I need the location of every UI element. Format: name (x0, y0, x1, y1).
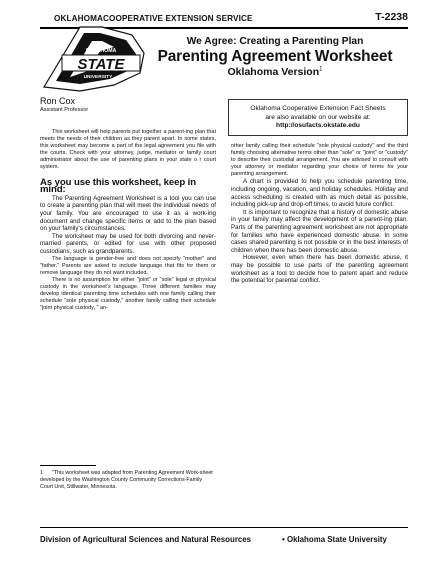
version-footnote-mark: 1 (319, 66, 323, 73)
author-block (40, 96, 88, 113)
extension-service-label: OKLAHOMACOOPERATIVE EXTENSION SERVICE (54, 14, 253, 23)
title-block (150, 36, 400, 78)
version-label (150, 66, 400, 78)
left-paragraph-1: The Parenting Agreement Worksheet is a tool you can use to create a parenting plan that will meet the individual needs of your family. You are encouraged to use it as a work-ing document and change specific items or add to the plan based on your family's circumstances. (40, 194, 216, 233)
section-heading: As you use this worksheet, keep in mind: (40, 176, 197, 195)
logo-word-main: STATE (77, 56, 125, 73)
logo-word-bottom: UNIVERSITY (83, 75, 113, 80)
right-column (231, 143, 408, 285)
footnote-number: 1 (40, 470, 43, 476)
footnote-rule (40, 465, 96, 466)
right-paragraph-2: A chart is provided to help you schedule parenting time, including ongoing, vacation, and holiday schedules. Holiday and access scheduling is created with as much detail as possible, including pick-up and drop-off times, to avoid future conflict. (231, 178, 408, 209)
footer-rule (40, 527, 408, 528)
logo-word-top: OKLAHOMA (85, 48, 117, 54)
factbox-url-link[interactable]: http://osufacts.okstate.edu (276, 122, 360, 130)
factbox-line1: Oklahoma Cooperative Extension Fact Sheets (250, 105, 386, 112)
right-paragraph-1: other family calling their schedule "sole physical custody" and the third family choosing alternative terms other than "sole" or "joint" or "custody" to describe their custodial arrangement. You are advised to consult with your attorney or mediator regarding your choice of terms for your parenting arrangement. (231, 143, 408, 178)
left-paragraph-4: There is no assumption for either "joint" or "sole" legal or physical custody in the worksheet's language. Three different families may develop identical parenting time schedules with one family calling their schedule "sole physical custody," another family calling their schedule "joint physical custody, " an- (40, 276, 216, 312)
author-role: Assistant Professor (40, 107, 89, 113)
fact-sheet-box (228, 99, 408, 136)
intro-paragraph: This worksheet will help parents put together a parent-ing plan that meets the needs of their children as they parent apart. In some states, this worksheet may become a part of the legal agreement you file with the courts. Check with your attorney, judge, mediator or family court administrator about the use of parenting plans in your state o r court system. (40, 129, 216, 171)
right-paragraph-4: However, even when there has been domestic abuse, it may be possible to use parts of the parenting agreement worksheet as a tool to decide how to parent apart and reduce the potential for parental conflict. (231, 254, 408, 285)
footnote-text: "This worksheet was adapted from Parenting Agreement Work-sheet developed by the Washington County Community Corrections-Family Court Unit, Stillwater, Minnesota. (40, 470, 213, 490)
osu-logo-icon (40, 21, 152, 99)
page-title: Parenting Agreement Worksheet (157, 48, 393, 65)
version-text: Oklahoma Version (227, 66, 320, 78)
left-paragraph-3: The language is gender-free and does not specify "mother" and "father." Parents are asked to include language that fits for them or remove language they do not want included. (40, 255, 216, 276)
footer-university: • Oklahoma State University (282, 535, 387, 544)
left-paragraph-2: The worksheet may be used for both divorcing and never-married parents, or edited for use with other proposed custodians, such as grandparents. (40, 232, 216, 255)
page-subtitle: We Agree: Creating a Parenting Plan (186, 36, 364, 47)
right-paragraph-3: It is important to recognize that a history of domestic abuse in your family may affect the development of a parent-ing plan. Parts of the parenting agreement worksheet are not appropriate for families who have experienced domestic abuse. In some cases shared parenting is not possible or in the best interests of children when there has been domestic abuse. (231, 208, 408, 254)
fact-sheet-code: T-2238 (375, 11, 408, 23)
left-column (40, 129, 216, 312)
author-name: Ron Cox (40, 96, 76, 106)
footnote (40, 470, 216, 490)
footer-division: Division of Agricultural Sciences and Natural Resources (40, 535, 252, 544)
factbox-line2: are also available on our website at: (265, 113, 371, 121)
